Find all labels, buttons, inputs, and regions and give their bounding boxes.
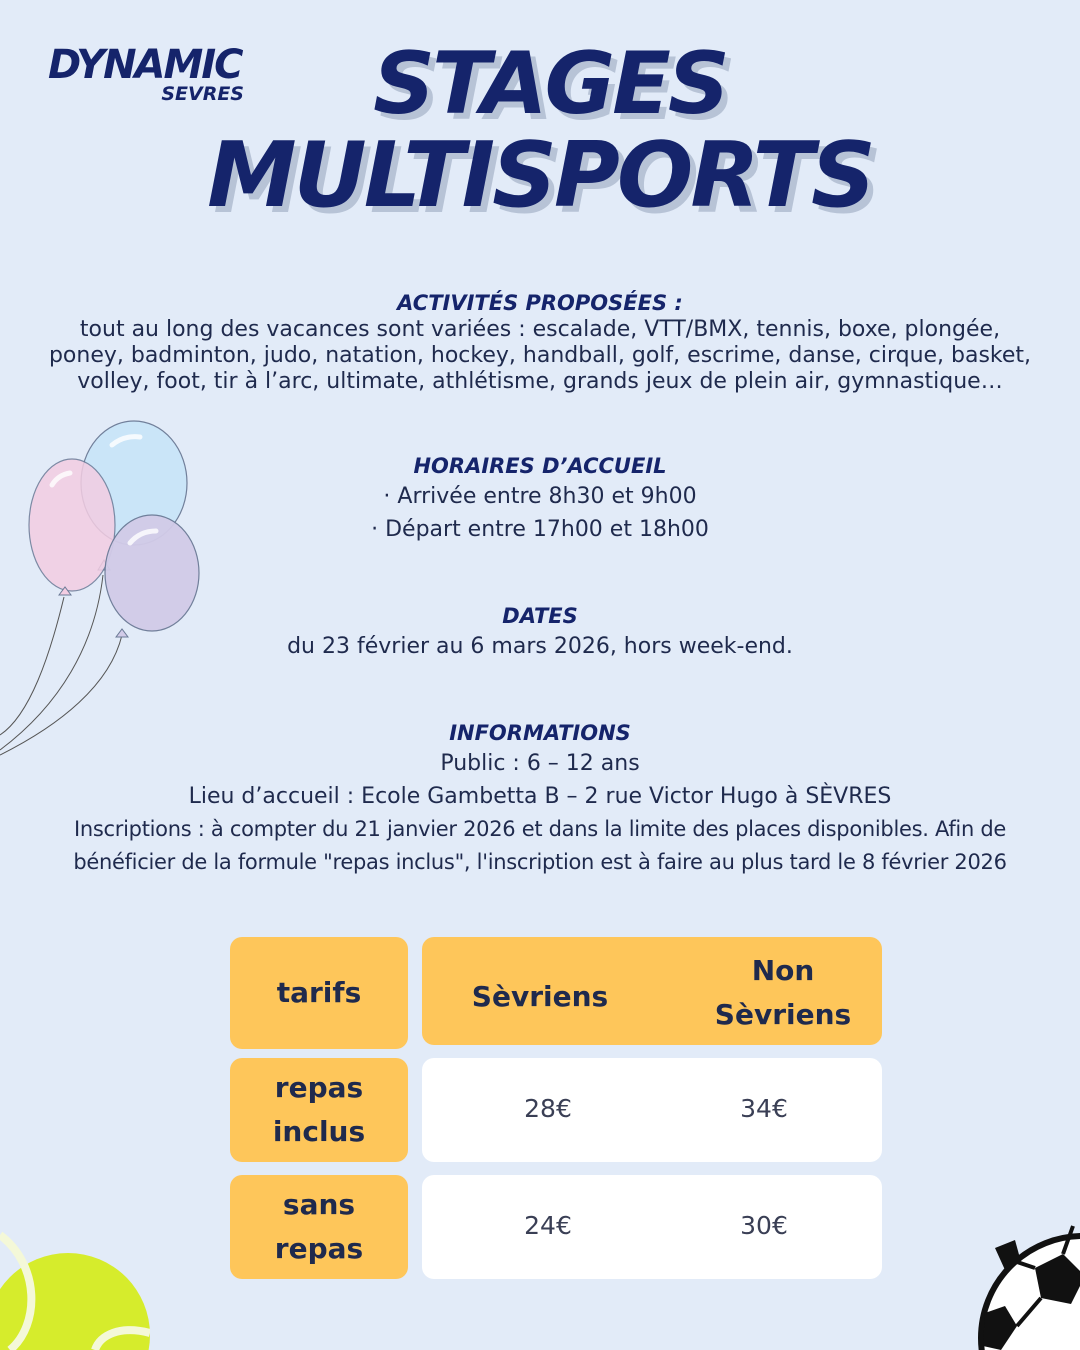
paragraph-line: · Arrivée entre 8h30 et 9h00 [383,484,697,509]
logo-sub: SEVRES [161,83,244,105]
row-label-line: sans [282,1188,356,1221]
logo-main: DYNAMIC [48,42,242,88]
paragraph-line: Lieu d’accueil : Ecole Gambetta B – 2 rue Victor Hugo à SÈVRES [188,784,892,809]
paragraph-line: volley, foot, tir à l’arc, ultimate, athlétisme, grands jeux de plein air, gymnastique… [77,369,1003,394]
row-label-line: repas [274,1071,364,1104]
section-heading: HORAIRES D’ACCUEIL [413,454,667,478]
price-value: 30€ [740,1211,788,1240]
pink-balloon-icon [29,459,115,595]
table-row-label [230,1175,408,1279]
section-heading: DATES [502,604,578,628]
soccer-ball-icon [975,1218,1080,1350]
table-header-label [230,937,408,1049]
paragraph-line: poney, badminton, judo, natation, hockey, handball, golf, escrime, danse, cirque, basket, [48,343,1032,368]
page-title-line2: MULTISPORTS [207,123,873,228]
section-heading: INFORMATIONS [449,721,631,745]
section-heading: ACTIVITÉS PROPOSÉES : [397,291,683,315]
balloons-illustration [0,415,210,760]
price-value: 28€ [524,1094,572,1123]
paragraph-line: bénéficier de la formule "repas inclus", l'inscription est à faire au plus tard le 8 février 2026 [73,850,1007,874]
price-value: 34€ [740,1094,788,1123]
col-header-non-sevriens-line1: Non [751,954,815,987]
page-title-line1: STAGES [373,34,727,134]
tennis-ball-icon [0,1215,150,1350]
row-label-line: repas [274,1232,364,1265]
col-header-sevriens: Sèvriens [471,980,609,1013]
col-header-non-sevriens-line2: Sèvriens [714,998,852,1031]
paragraph-line: · Départ entre 17h00 et 18h00 [371,517,709,542]
paragraph-line: Inscriptions : à compter du 21 janvier 2026 et dans la limite des places disponibles. Afin de [74,817,1006,841]
table-header-label-text: tarifs [276,976,362,1009]
table-row-label [230,1058,408,1162]
purple-balloon-icon [105,515,199,637]
section-activites [0,289,1080,395]
paragraph-line: tout au long des vacances sont variées : escalade, VTT/BMX, tennis, boxe, plongée, [79,317,1001,342]
price-value: 24€ [524,1211,572,1240]
paragraph-line: Public : 6 – 12 ans [440,751,640,776]
paragraph-line: du 23 février au 6 mars 2026, hors week-end. [287,634,793,659]
row-label-line: inclus [272,1115,366,1148]
